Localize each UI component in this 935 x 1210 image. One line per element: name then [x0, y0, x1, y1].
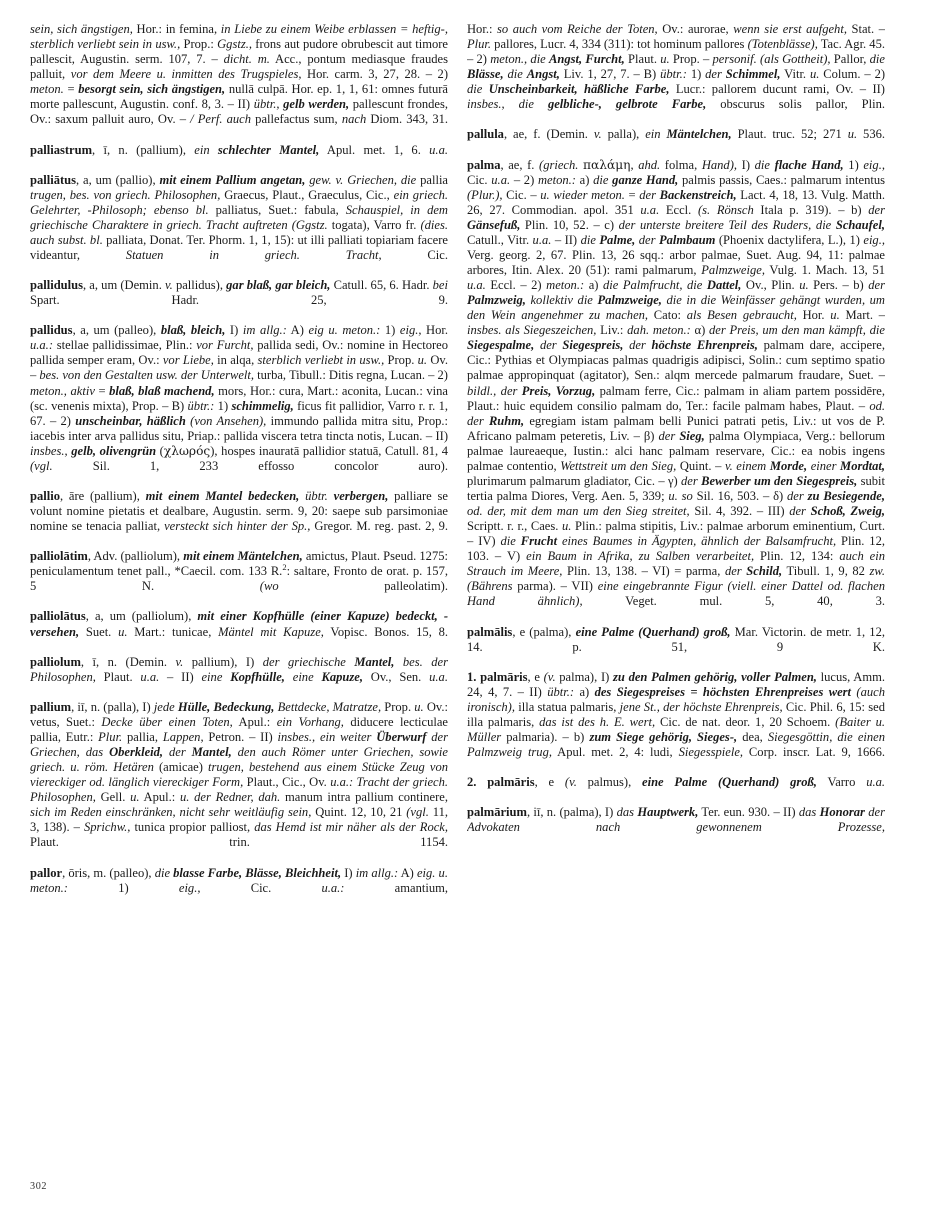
dictionary-entry: 1. palmāris, e (v. palma), I) zu den Palmen gehörig, voller Palmen, lucus, Amm. 24, 4, 7. – II) übtr.: a) des Siegespreises = höchsten Ehrenpreises wert (auch ironisch), illa statua palmaris, jene St., der höchste Ehrenpreis, Cic. Phil. 6, 15: sed illa palmaris, das ist des h. E. wert, Cic. de nat. deor. 1, 20 Schoem. (Baiter u. Müller palmaria). – b) zum Siege gehörig, Sieges-, dea, Siegesgöttin, die einen Palmzweig trug, Apul. met. 2, 4: ludi, Siegesspiele, Corp. inscr. Lat. 9, 1666. [467, 669, 885, 759]
dictionary-entry: palliastrum, ī, n. (pallium), ein schlechter Mantel, Apul. met. 1, 6. u.a. [30, 142, 448, 157]
dictionary-entry: palma, ae, f. (griech. παλάμη, ahd. folma, Hand), I) die flache Hand, 1) eig., Cic. u.a. – 2) meton.: a) die ganze Hand, palmis passis, Caes.: palmarum intentus (Plur.), Cic. – u. wieder meton. = der Backenstreich, Lact. 4, 18, 13. Vulg. Matth. 26, 27. Commodian. apol. 351 u.a. Eccl. (s. Rönsch Itala p. 319). – b) der Gänsefuß, Plin. 10, 52. – c) der unterste breitere Teil des Ruders, die Schaufel, Catull., Vitr. u.a. – II) die Palme, der Palmbaum (Phoenix dactylifera, L.), 1) eig., Verg. georg. 2, 67. Plin. 13, 26 sqq.: arbor palmae, Suet. Aug. 94, 11: palmae arbores, Itin. Alex. 20 (51): rami palmarum, Palmzweige, Vulg. 1. Mach. 13, 51 u.a. Eccl. – 2) meton.: a) die Palmfrucht, die Dattel, Ov., Plin. u. Pers. – b) der Palmzweig, kollektiv die Palmzweige, die in die Weinfässer gehängt wurden, um den Wein angenehmer zu machen, Cato: als Besen gebraucht, Hor. u. Mart. – insbes. als Siegeszeichen, Liv.: dah. meton.: α) der Preis, um den man kämpft, die Siegespalme, der Siegespreis, der höchste Ehrenpreis, palmam dare, accipere, Cic.: Pythias et Olympiacas palmas quadrigis adipisci, Solin.: cum septimo spatio palmae appropinquat (agitator), Sen.: alqm mercede palmarum fraudare, Suet. – bildl., der Preis, Vorzug, palmam ferre, Cic.: palmam in aliam partem possidēre, Plaut.: huic equidem consilio palmam do, Ter.: facile palmam habes, Plaut. – od. der Ruhm, egregiam istam palmam belli Punici patrati petis, Liv.: ut vos de P. Africano palmam peteretis, Liv. – β) der Sieg, palma Olympiaca, Verg.: bellorum palmae laureaeque, Iustin.: alci hanc palmam reservare, Cic.: ea nobis ingens palmae contentio, Wettstreit um den Sieg, Quint. – v. einem Morde, einer Mordtat, plurimarum palmarum gladiator, Cic. – γ) der Bewerber um den Siegespreis, subit tertia palma Diores, Verg. Aen. 5, 339; u. so Sil. 16, 503. – δ) der zu Besiegende, od. der, mit dem man um den Sieg streitet, Sil. 4, 392. – III) der Schoß, Zweig, Scriptt. r. r., Caes. u. Plin.: palma stipitis, Liv.: palmae arborum eminentium, Curt. – IV) die Frucht eines Baumes in Ägypten, ähnlich der Balsamfrucht, Plin. 12, 103. – V) ein Baum in Afrika, zu Salben verarbeitet, Plin. 12, 134: auch ein Strauch im Meere, Plin. 13, 138. – VI) = parma, der Schild, Tibull. 1, 9, 82 zw. (Bährens parma). – VII) eine eingebrannte Figur (viell. einer Dattel od. flachen Hand ähnlich), Veget. mul. 5, 40, 3. [467, 157, 885, 609]
dictionary-entry: palliolātus, a, um (palliolum), mit einer Kopfhülle (einer Kapuze) bedeckt, -versehen, Suet. u. Mart.: tunicae, Mäntel mit Kapuze, Vopisc. Bonos. 15, 8. [30, 609, 448, 639]
dictionary-entry: palliātus, a, um (pallio), mit einem Pallium angetan, gew. v. Griechen, die pallia trugen, bes. von griech. Philosophen, Graecus, Plaut., Graeculus, Cic., ein griech. Gelehrter, -Philosoph; ebenso bl. palliatus, Suet.: fabula, Schauspiel, in dem griechische Charaktere in griech. Tracht auftreten (Ggstz. togata), Varro fr. (dies. auch subst. bl. palliata, Donat. Ter. Phorm. 1, 1, 15): ut illi palliati topiariam facere videantur, Statuen in griech. Tracht, Cic. [30, 172, 448, 262]
dictionary-entry: pallium, iī, n. (palla), I) jede Hülle, Bedeckung, Bettdecke, Matratze, Prop. u. Ov.: vetus, Suet.: Decke über einen Toten, Apul.: ein Vorhang, diducere lecticulae pallia, Eutr.: Plur. pallia, Lappen, Petron. – II) insbes., ein weiter Überwurf der Griechen, das Oberkleid, der Mantel, den auch Römer unter Griechen, sowie griech. u. röm. Hetären (amicae) trugen, bestehend aus einem Stücke Zeug von viereckiger od. länglich viereckiger Form, Plaut., Cic., Ov. u.a.: Tracht der griech. Philosophen, Gell. u. Apul.: u. der Redner, dah. manum intra pallium continere, sich im Reden einschränken, nicht sehr weitläufig sein, Quint. 12, 10, 21 (vgl. 11, 3, 138). – Sprichw., tunica propior palliost, das Hemd ist mir näher als der Rock, Plaut. trin. 1154. [30, 699, 448, 850]
dictionary-entry: palmālis, e (palma), eine Palme (Querhand) groß, Mar. Victorin. de metr. 1, 12, 14. p. 51, 9 K. [467, 624, 885, 654]
dictionary-entry: sein, sich ängstigen, Hor.: in femina, in Liebe zu einem Weibe erblassen = heftig-, sterblich verliebt sein in usw., Prop.: Ggstz., frons aut pudore obrubescit aut timore pallescit, Augustin. serm. 107, 7. – dicht. m. Acc., pontum mediasque fraudes palluit, vor dem Meere u. inmitten des Trugspieles, Hor. carm. 3, 27, 28. – 2) meton. = besorgt sein, sich ängstigen, nullā culpā. Hor. ep. 1, 1, 61: omnes futurā morte pallescunt, Augustin. conf. 8, 3. – II) übtr., gelb werden, pallescunt frondes, Ov.: saxum palluit auro, Ov. – / Perf. auch pallefactus sum, nach Diom. 343, 31. [30, 22, 448, 127]
dictionary-entry: pallula, ae, f. (Demin. v. palla), ein Mäntelchen, Plaut. truc. 52; 271 u. 536. [467, 127, 885, 142]
page-number: 302 [30, 1181, 48, 1192]
dictionary-entry: pallor, ōris, m. (palleo), die blasse Farbe, Blässe, Bleichheit, I) im allg.: A) eig. u. meton.: 1) eig., Cic. u.a.: amantium, [30, 865, 448, 895]
dictionary-entry: palliolātim, Adv. (palliolum), mit einem Mäntelchen, amictus, Plaut. Pseud. 1275: peniculamentum tenet pall., *Caecil. com. 133 R.$^2$: saltare, Fronto de orat. p. 157, 5 N. (wo palleolatim). [30, 549, 448, 594]
dictionary-entry: palliolum, ī, n. (Demin. v. pallium), I) der griechische Mantel, bes. der Philosophen, Plaut. u.a. – II) eine Kopfhülle, eine Kapuze, Ov., Sen. u.a. [30, 654, 448, 684]
page-columns [30, 22, 905, 1162]
dictionary-entry: palmārium, iī, n. (palma), I) das Hauptwerk, Ter. eun. 930. – II) das Honorar der Advokaten nach gewonnenem Prozesse, [467, 805, 885, 835]
right-column [467, 22, 885, 850]
dictionary-entry: Hor.: so auch vom Reiche der Toten, Ov.: aurorae, wenn sie erst aufgeht, Stat. – Plur. pallores, Lucr. 4, 334 (311): tot hominum pallores (Totenblässe), Tac. Agr. 45. – 2) meton., die Angst, Furcht, Plaut. u. Prop. – personif. (als Gottheit), Pallor, die Blässe, die Angst, Liv. 1, 27, 7. – B) übtr.: 1) der Schimmel, Vitr. u. Colum. – 2) die Unscheinbarkeit, häßliche Farbe, Lucr.: pallorem ducunt rami, Ov. – II) insbes., die gelbliche-, gelbrote Farbe, obscurus solis pallor, Plin. [467, 22, 885, 112]
dictionary-entry: pallio, āre (pallium), mit einem Mantel bedecken, übtr. verbergen, palliare se volunt nomine pietatis et dealbare, Augustin. serm. 9, 20: saepe sub parsimoniae nomine se tenacia palliat, versteckt sich hinter der Sp., Gregor. M. reg. past. 2, 9. [30, 488, 448, 534]
dictionary-entry: pallidus, a, um (palleo), blaß, bleich, I) im allg.: A) eig u. meton.: 1) eig., Hor. u.a.: stellae pallidissimae, Plin.: vor Furcht, pallida sedi, Ov.: nomine in Hectoreo pallida semper eram, Ov.: vor Liebe, in alqa, sterblich verliebt in usw., Prop. u. Ov. – bes. von den Gestalten usw. der Unterwelt, turba, Tibull.: Ditis regna, Lucan. – 2) meton., aktiv = blaß, blaß machend, mors, Hor.: cura, Mart.: aconita, Lucan.: vina (sc. venenis mixta), Prop. – B) übtr.: 1) schimmelig, ficus fit pallidior, Varro r. r. 1, 67. – 2) unscheinbar, häßlich (von Ansehen), immundo pallida mitra situ, Prop.: iacebis inter arva pallidus situ, Priap.: pallida viscera tetra tincta notis, Lucan. – II) insbes., gelb, olivengrün (χλωρός), hospes inauratā pallidior statuā, Catull. 81, 4 (vgl. Sil. 1, 233 effosso concolor auro). [30, 323, 448, 473]
left-column [30, 22, 448, 911]
dictionary-entry: 2. palmāris, e (v. palmus), eine Palme (Querhand) groß, Varro u.a. [467, 775, 885, 790]
dictionary-entry: pallidulus, a, um (Demin. v. pallidus), gar blaß, gar bleich, Catull. 65, 6. Hadr. bei Spart. Hadr. 25, 9. [30, 278, 448, 308]
